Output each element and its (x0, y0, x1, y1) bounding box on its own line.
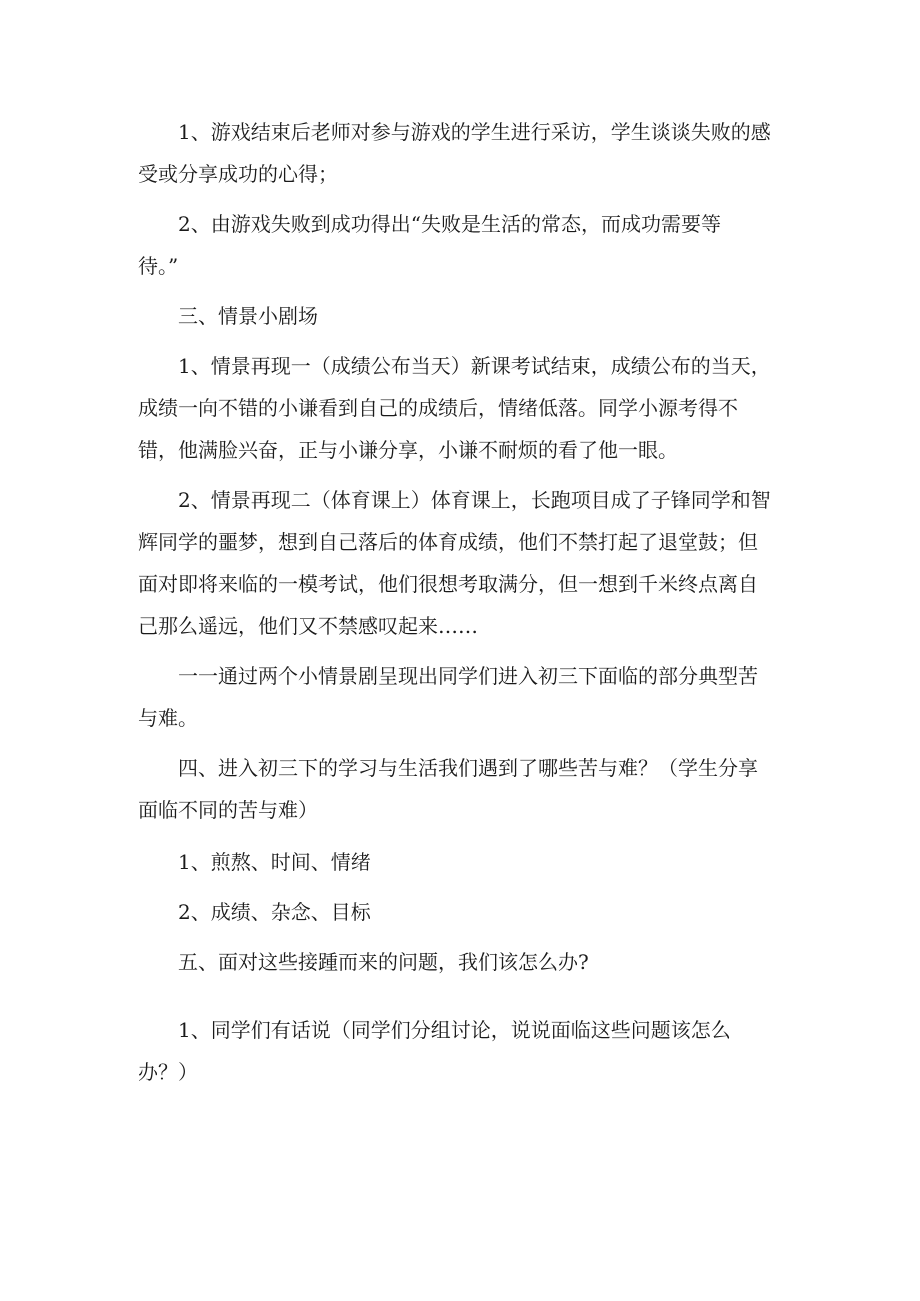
text-line: 待。” (138, 254, 179, 278)
text-line: 五、面对这些接踵而来的问题，我们该怎么办? (178, 950, 589, 974)
list-item-2 (138, 891, 778, 933)
text-line: 1、煎熬、时间、情绪 (178, 850, 371, 874)
text-line: 错，他满脸兴奋，正与小谦分享，小谦不耐烦的看了他一眼。 (138, 438, 678, 462)
text-line: 与难。 (138, 706, 198, 730)
text-line: 面对即将来临的一模考试，他们很想考取满分，但一想到千米终点离自 (138, 572, 758, 596)
text-line: 2、情景再现二（体育课上）体育课上，长跑项目成了子锋同学和智 (178, 488, 771, 512)
paragraph-interview (138, 111, 778, 195)
paragraph-scene-summary (138, 655, 778, 739)
text-line: 受或分享成功的心得； (138, 162, 338, 186)
text-line: 2、由游戏失败到成功得出“失败是生活的常态，而成功需要等 (178, 212, 721, 236)
text-line: 1、游戏结束后老师对参与游戏的学生进行采访，学生谈谈失败的感 (178, 120, 771, 144)
text-line: 成绩一向不错的小谦看到自己的成绩后，情绪低落。同学小源考得不 (138, 396, 738, 420)
text-line: 办？） (138, 1060, 198, 1084)
section-heading-3 (138, 295, 778, 337)
list-item-1 (138, 841, 778, 883)
section-heading-5 (138, 941, 778, 983)
text-line: 三、情景小剧场 (178, 304, 318, 328)
text-line: 1、情景再现一（成绩公布当天）新课考试结束，成绩公布的当天， (178, 354, 771, 378)
section-heading-4 (138, 747, 778, 831)
paragraph-failure-conclusion (138, 203, 778, 287)
paragraph-group-discussion (138, 1009, 778, 1093)
text-line: 四、进入初三下的学习与生活我们遇到了哪些苦与难？（学生分享 (178, 756, 758, 780)
text-line: 辉同学的噩梦，想到自己落后的体育成绩，他们不禁打起了退堂鼓；但 (138, 530, 758, 554)
text-line: 一一通过两个小情景剧呈现出同学们进入初三下面临的部分典型苦 (178, 664, 758, 688)
text-line: 面临不同的苦与难） (138, 798, 318, 822)
text-line: 1、同学们有话说（同学们分组讨论，说说面临这些问题该怎么 (178, 1018, 731, 1042)
document-body (138, 111, 778, 1093)
paragraph-scene-1 (138, 345, 778, 471)
text-line: 己那么遥远，他们又不禁感叹起来…… (138, 614, 478, 638)
paragraph-scene-2 (138, 479, 778, 647)
text-line: 2、成绩、杂念、目标 (178, 900, 371, 924)
